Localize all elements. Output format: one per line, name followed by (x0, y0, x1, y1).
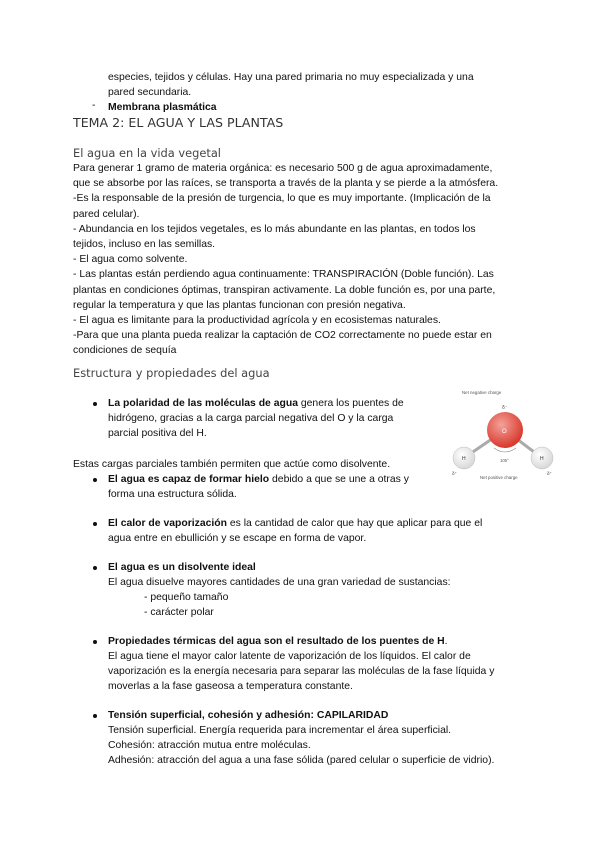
termicas-line1 (108, 634, 448, 649)
termicas-line2: El agua tiene el mayor calor latente de vaporización de los líquidos. El calor de (108, 651, 471, 662)
polaridad-bold: La polaridad de las moléculas de agua (108, 398, 298, 409)
body-line: plantas en condiciones óptimas, transpiran activamente. La doble función es, por una parte, (73, 284, 496, 296)
disolvente-sub1: - pequeño tamaño (144, 592, 229, 603)
membrana-label: Membrana plasmática (108, 102, 217, 113)
bond-angle-label: 105° (500, 458, 509, 463)
hielo-bold: El agua es capaz de formar hielo (108, 474, 270, 485)
body-line: condiciones de sequía (73, 345, 177, 357)
body-line: que se absorbe por las raíces, se transporta a través de la planta y se pierde a la atmósfera. (73, 178, 499, 190)
polaridad-line3: parcial positiva del H. (108, 428, 207, 439)
bullet-dot (93, 402, 97, 406)
oxygen-label: O (502, 429, 507, 435)
bullet-dot (93, 714, 97, 718)
body-line: - Las plantas están perdiendo agua continuamente: TRANSPIRACIÓN (Doble función). Las (73, 269, 494, 281)
bullet-dot (93, 522, 97, 526)
continuation-line: especies, tejidos y células. Hay una pared primaria no muy especializada y una (108, 72, 474, 83)
tension-line2: Tensión superficial. Energía requerida para incrementar el área superficial. (108, 725, 452, 736)
body-line: tejidos, incluso en las semillas. (73, 239, 216, 251)
termicas-line4: moverlas a la fase gaseosa a temperatura constante. (108, 681, 353, 692)
termicas-bold: Propiedades térmicas del agua son el resultado de los puentes de H (108, 636, 445, 647)
body-line: Para generar 1 gramo de materia orgánica: es necesario 500 g de agua aproximadamente, (73, 163, 493, 174)
body-line: -Es la responsable de la presión de turgencia, lo que es muy importante. (Implicación de la (73, 193, 491, 205)
body-line: regular la temperatura y que las plantas funcionan con presión negativa. (73, 299, 406, 311)
hydrogen-label-left: H (462, 456, 466, 462)
hielo-line1 (108, 472, 409, 487)
bullet-dot (93, 640, 97, 644)
net-positive-label: Net positive charge (480, 475, 518, 480)
tension-line1 (108, 708, 388, 723)
tension-line3: Cohesión: atracción mutua entre moléculas. (108, 740, 311, 751)
disolvente-line2: El agua disuelve mayores cantidades de una gran variedad de sustancias: (108, 577, 451, 588)
tension-line4: Adhesión: atracción del agua a una fase sólida (pared celular o superficie de vidrio). (108, 755, 495, 766)
cargas-line: Estas cargas parciales también permiten que actúe como disolvente. (73, 459, 391, 470)
disolvente-sub2: - carácter polar (144, 607, 214, 618)
hielo-rest: debido a que se une a otras y (269, 474, 409, 485)
section-heading-agua-vida: El agua en la vida vegetal (73, 146, 221, 160)
disolvente-line1 (108, 560, 256, 575)
bond-angle-arc (494, 448, 516, 452)
bullet-dot (93, 478, 97, 482)
calor-rest: es la cantidad de calor que hay que aplicar para que el (226, 518, 483, 529)
hydrogen-delta-right: δ⁺ (547, 471, 552, 476)
polaridad-rest: genera los puentes de (297, 398, 404, 409)
termicas-dot: . (444, 636, 448, 647)
body-line: - Abundancia en los tejidos vegetales, es lo más abundante en las plantas, en todos los (73, 223, 476, 235)
water-molecule-figure (448, 386, 558, 486)
calor-bold: El calor de vaporización (108, 518, 227, 529)
disolvente-bold: El agua es un disolvente ideal (108, 562, 256, 573)
polaridad-line2: hidrógeno, gracias a la carga parcial negativa del O y la carga (108, 413, 394, 424)
page-title: TEMA 2: EL AGUA Y LAS PLANTAS (73, 115, 284, 130)
continuation-line: pared secundaria. (108, 87, 192, 98)
body-line: - El agua como solvente. (73, 254, 188, 266)
section-heading-estructura: Estructura y propiedades del agua (73, 366, 270, 380)
hielo-line2: forma una estructura sólida. (108, 489, 237, 500)
hydrogen-label-right: H (540, 456, 544, 462)
section1-body (73, 161, 498, 359)
net-negative-label: Net negative charge (462, 390, 502, 395)
termicas-line3: vaporización es la energía necesaria para separar las moléculas de la fase líquida y (108, 666, 495, 677)
tension-bold: Tensión superficial, cohesión y adhesión: CAPILARIDAD (108, 710, 389, 721)
membrana-item (108, 100, 217, 115)
oxygen-delta: δ⁻ (502, 405, 508, 411)
calor-line1 (108, 516, 482, 531)
polaridad-line1 (108, 396, 404, 411)
bullet-dot (93, 566, 97, 570)
body-line: pared celular). (73, 208, 140, 220)
body-line: - El agua es limitante para la productividad agrícola y en ecosistemas naturales. (73, 315, 441, 327)
list-dash: - (92, 100, 96, 111)
calor-line2: agua entre en ebullición y se escape en forma de vapor. (108, 533, 367, 544)
body-line: -Para que una planta pueda realizar la captación de CO2 correctamente no puede estar en (73, 330, 492, 342)
hydrogen-delta-left: δ⁺ (452, 471, 457, 476)
